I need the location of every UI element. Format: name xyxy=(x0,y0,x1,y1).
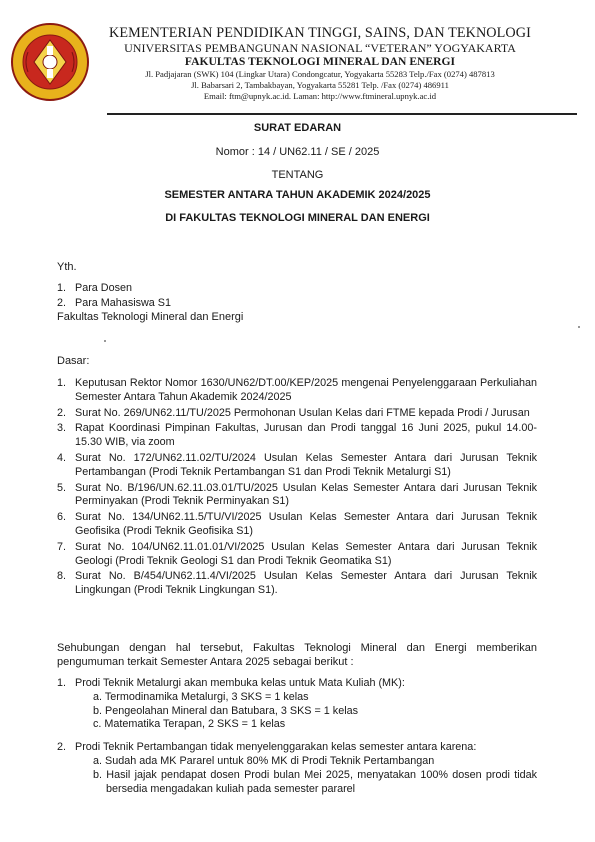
dasar-text: Surat No. 134/UN62.11.5/TU/VI/2025 Usulan Kelas Semester Antara dari Jurusan Teknik Geofisika (Prodi Teknik Geofisika S1) xyxy=(75,511,537,537)
recipient-list xyxy=(57,282,537,312)
sub-list-item xyxy=(75,691,537,705)
sub-list-item xyxy=(75,705,537,719)
scan-speck xyxy=(578,326,580,328)
list-number: 1. xyxy=(57,677,67,689)
scan-speck xyxy=(104,340,106,342)
list-number: 2. xyxy=(57,406,67,419)
contact-line: Email: ftm@upnyk.ac.id. Laman: http://www.ftmineral.upnyk.ac.id xyxy=(203,91,437,101)
dasar-text: Surat No. B/196/UN.62.11.03.01/TU/2025 Usulan Kelas Semester Antara dari Jurusan Teknik Perminyakan (Prodi Teknik Perminyakan S1) xyxy=(75,481,537,508)
university-logo-emblem xyxy=(10,22,90,102)
list-number: 5. xyxy=(57,481,67,494)
sub-list xyxy=(75,755,537,796)
list-number: 4. xyxy=(57,451,67,464)
announcement-list xyxy=(57,677,537,798)
list-item xyxy=(57,741,537,796)
list-item xyxy=(57,377,537,405)
sub-list-item xyxy=(75,769,537,797)
list-item xyxy=(57,677,537,732)
sub-text: Pengeolahan Mineral dan Batubara, 3 SKS = 1 kelas xyxy=(105,704,359,717)
sub-text: Hasil jajak pendapat dosen Prodi bulan Mei 2025, menyatakan 100% dosen prodi tidak bersedia mengadakan kuliah pada semester pararel xyxy=(106,768,537,795)
list-item xyxy=(57,297,537,311)
intro-paragraph: Sehubungan dengan hal tersebut, Fakultas Teknologi Mineral dan Energi memberikan pengumuman terkait Semester Antara 2025 sebagai berikut : xyxy=(57,642,537,668)
subject-line-2: DI FAKULTAS TEKNOLOGI MINERAL DAN ENERGI xyxy=(165,212,430,224)
list-item xyxy=(57,482,537,510)
recipient-text: Para Dosen xyxy=(75,282,133,294)
announcement-text: Prodi Teknik Metalurgi akan membuka kelas untuk Mata Kuliah (MK): xyxy=(75,677,405,689)
announcement-text: Prodi Teknik Pertambangan tidak menyelenggarakan kelas semester antara karena: xyxy=(75,741,477,754)
sub-number: b. xyxy=(93,704,103,717)
dasar-text: Surat No. 269/UN62.11/TU/2025 Permohonan Usulan Kelas dari FTME kepada Prodi / Jurusan xyxy=(75,406,530,419)
sub-list-item xyxy=(75,718,537,732)
address-line-1: Jl. Padjajaran (SWK) 104 (Lingkar Utara) Condongcatur, Yogyakarta 55283 Telp./Fax (0274) 487813 xyxy=(145,69,495,79)
dasar-text: Surat No. 104/UN62.11.01.01/VI/2025 Usulan Kelas Semester Antara dari Jurusan Teknik Geologi (Prodi Teknik Geologi S1 dan Prodi Teknik Geomatika S1) xyxy=(75,540,537,567)
dasar-text: Keputusan Rektor Nomor 1630/UN62/DT.00/KEP/2025 mengenai Penyelenggaraan Perkuliahan Semester Antara Tahun Akademik 2024/2025 xyxy=(75,377,537,403)
dasar-text: Surat No. B/454/UN62.11.4/VI/2025 Usulan Kelas Semester Antara dari Jurusan Teknik Lingkungan (Prodi Teknik Lingkungan S1). xyxy=(75,570,537,597)
list-number: 2. xyxy=(57,296,67,309)
list-number: 7. xyxy=(57,540,67,553)
list-item xyxy=(57,282,537,296)
sub-number: a. xyxy=(93,754,103,767)
list-item xyxy=(57,422,537,450)
tentang-label: TENTANG xyxy=(271,169,324,181)
list-item xyxy=(57,407,537,421)
sub-text: Sudah ada MK Pararel untuk 80% MK di Prodi Teknik Pertambangan xyxy=(105,754,435,767)
list-number: 1. xyxy=(57,282,67,294)
dasar-list xyxy=(57,377,537,600)
sub-text: Termodinamika Metalurgi, 3 SKS = 1 kelas xyxy=(104,690,309,703)
faculty-name: FAKULTAS TEKNOLOGI MINERAL DAN ENERGI xyxy=(184,55,456,68)
document-number: Nomor : 14 / UN62.11 / SE / 2025 xyxy=(215,146,380,158)
letterhead-divider xyxy=(107,113,577,115)
dasar-label: Dasar: xyxy=(57,355,90,367)
list-number: 6. xyxy=(57,511,67,524)
list-item xyxy=(57,541,537,569)
sub-number: c. xyxy=(93,718,102,731)
sub-text: Matematika Terapan, 2 SKS = 1 kelas xyxy=(104,718,286,731)
list-number: 1. xyxy=(57,377,67,389)
list-item xyxy=(57,570,537,598)
sub-list xyxy=(75,691,537,732)
university-name: UNIVERSITAS PEMBANGUNAN NASIONAL “VETERAN” YOGYAKARTA xyxy=(124,41,516,55)
list-number: 3. xyxy=(57,422,67,435)
dasar-text: Surat No. 172/UN62.11.02/TU/2024 Usulan Kelas Semester Antara dari Jurusan Teknik Pertambangan (Prodi Teknik Pertambangan S1 dan Prodi Teknik Metalurgi S1) xyxy=(75,451,537,478)
list-item xyxy=(57,452,537,480)
ministry-name: KEMENTERIAN PENDIDIKAN TINGGI, SAINS, DAN TEKNOLOGI xyxy=(109,25,531,41)
list-number: 8. xyxy=(57,570,67,583)
salutation: Yth. xyxy=(57,261,77,273)
sub-number: b. xyxy=(93,768,103,781)
list-number: 2. xyxy=(57,741,67,754)
list-item xyxy=(57,511,537,539)
sub-number: a. xyxy=(93,690,103,703)
recipient-faculty: Fakultas Teknologi Mineral dan Energi xyxy=(57,311,244,323)
recipient-text: Para Mahasiswa S1 xyxy=(75,296,172,309)
document-title: SURAT EDARAN xyxy=(253,122,342,134)
sub-list-item xyxy=(75,755,537,769)
address-line-2: Jl. Babarsari 2, Tambakbayan, Yogyakarta 55281 Telp. /Fax (0274) 486911 xyxy=(191,80,449,90)
subject-line-1: SEMESTER ANTARA TAHUN AKADEMIK 2024/2025 xyxy=(164,189,431,201)
dasar-text: Rapat Koordinasi Pimpinan Fakultas, Jurusan dan Prodi tanggal 16 Juni 2025, pukul 14.00-15.30 WIB, via zoom xyxy=(75,422,537,449)
